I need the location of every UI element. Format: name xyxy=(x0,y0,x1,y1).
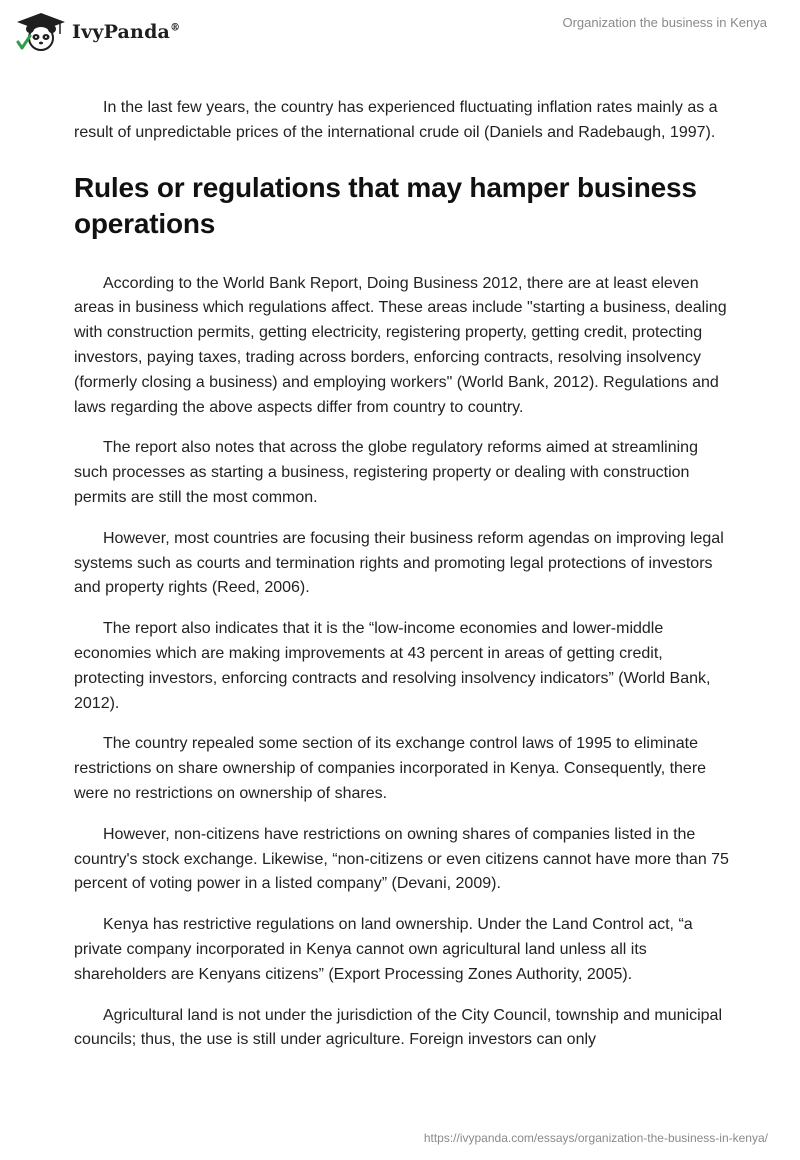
body-paragraph: Kenya has restrictive regulations on land ownership. Under the Land Control act, “a private company incorporated in Kenya cannot own agricultural land unless all its shareholders are Kenyans citizens” (Export Processing Zones Authority, 2005). xyxy=(74,916,693,983)
body-paragraph: Agricultural land is not under the jurisdiction of the City Council, township and municipal councils; thus, the use is still under agriculture. Foreign investors can only xyxy=(74,1006,722,1049)
body-paragraph: However, non-citizens have restrictions on owning shares of companies listed in the country's stock exchange. Likewise, “non-citizens or even citizens cannot have more than 75 percent of voting power in a listed company” (Devani, 2009). xyxy=(74,825,729,893)
brand-logo[interactable] xyxy=(16,10,180,54)
section-heading: Rules or regulations that may hamper business operations xyxy=(74,171,697,239)
body-paragraph: The report also notes that across the globe regulatory reforms aimed at streamlining such processes as starting a business, registering property or dealing with construction permits are still the most common. xyxy=(74,439,698,506)
body-paragraph: According to the World Bank Report, Doing Business 2012, there are at least eleven areas in business which regulations affect. These areas include "starting a business, dealing with construction permits, getting electricity, registering property, getting credit, protecting investors, paying taxes, trading across borders, enforcing contracts, resolving insolvency (formerly closing a business) and employing workers" (World Bank, 2012). Regulations and laws regarding the above aspects differ from country to country. xyxy=(74,274,727,416)
panda-graduate-logo-icon xyxy=(16,12,66,52)
registered-mark: ® xyxy=(170,22,181,34)
brand-name: IvyPanda® xyxy=(72,21,181,43)
body-paragraph: The report also indicates that it is the “low-income economies and lower-middle economies which are making improvements at 43 percent in areas of getting credit, protecting investors, enforcing contracts and resolving insolvency indicators” (World Bank, 2012). xyxy=(74,620,711,712)
document-title: Organization the business in Kenya xyxy=(562,15,767,30)
page-header xyxy=(0,0,800,64)
body-paragraph: However, most countries are focusing their business reform agendas on improving legal systems such as courts and termination rights and promoting legal protections of investors and property rights (Reed, 2006). xyxy=(74,529,724,597)
body-paragraph: The country repealed some section of its exchange control laws of 1995 to eliminate restrictions on share ownership of companies incorporated in Kenya. Consequently, there were no restrictions on ownership of shares. xyxy=(74,735,707,802)
intro-paragraph: In the last few years, the country has experienced fluctuating inflation rates mainly as a result of unpredictable prices of the international crude oil (Daniels and Radebaugh, 1997). xyxy=(74,99,718,141)
essay-body xyxy=(74,96,734,1069)
source-url-link[interactable]: https://ivypanda.com/essays/organization-the-business-in-kenya/ xyxy=(423,1131,768,1145)
